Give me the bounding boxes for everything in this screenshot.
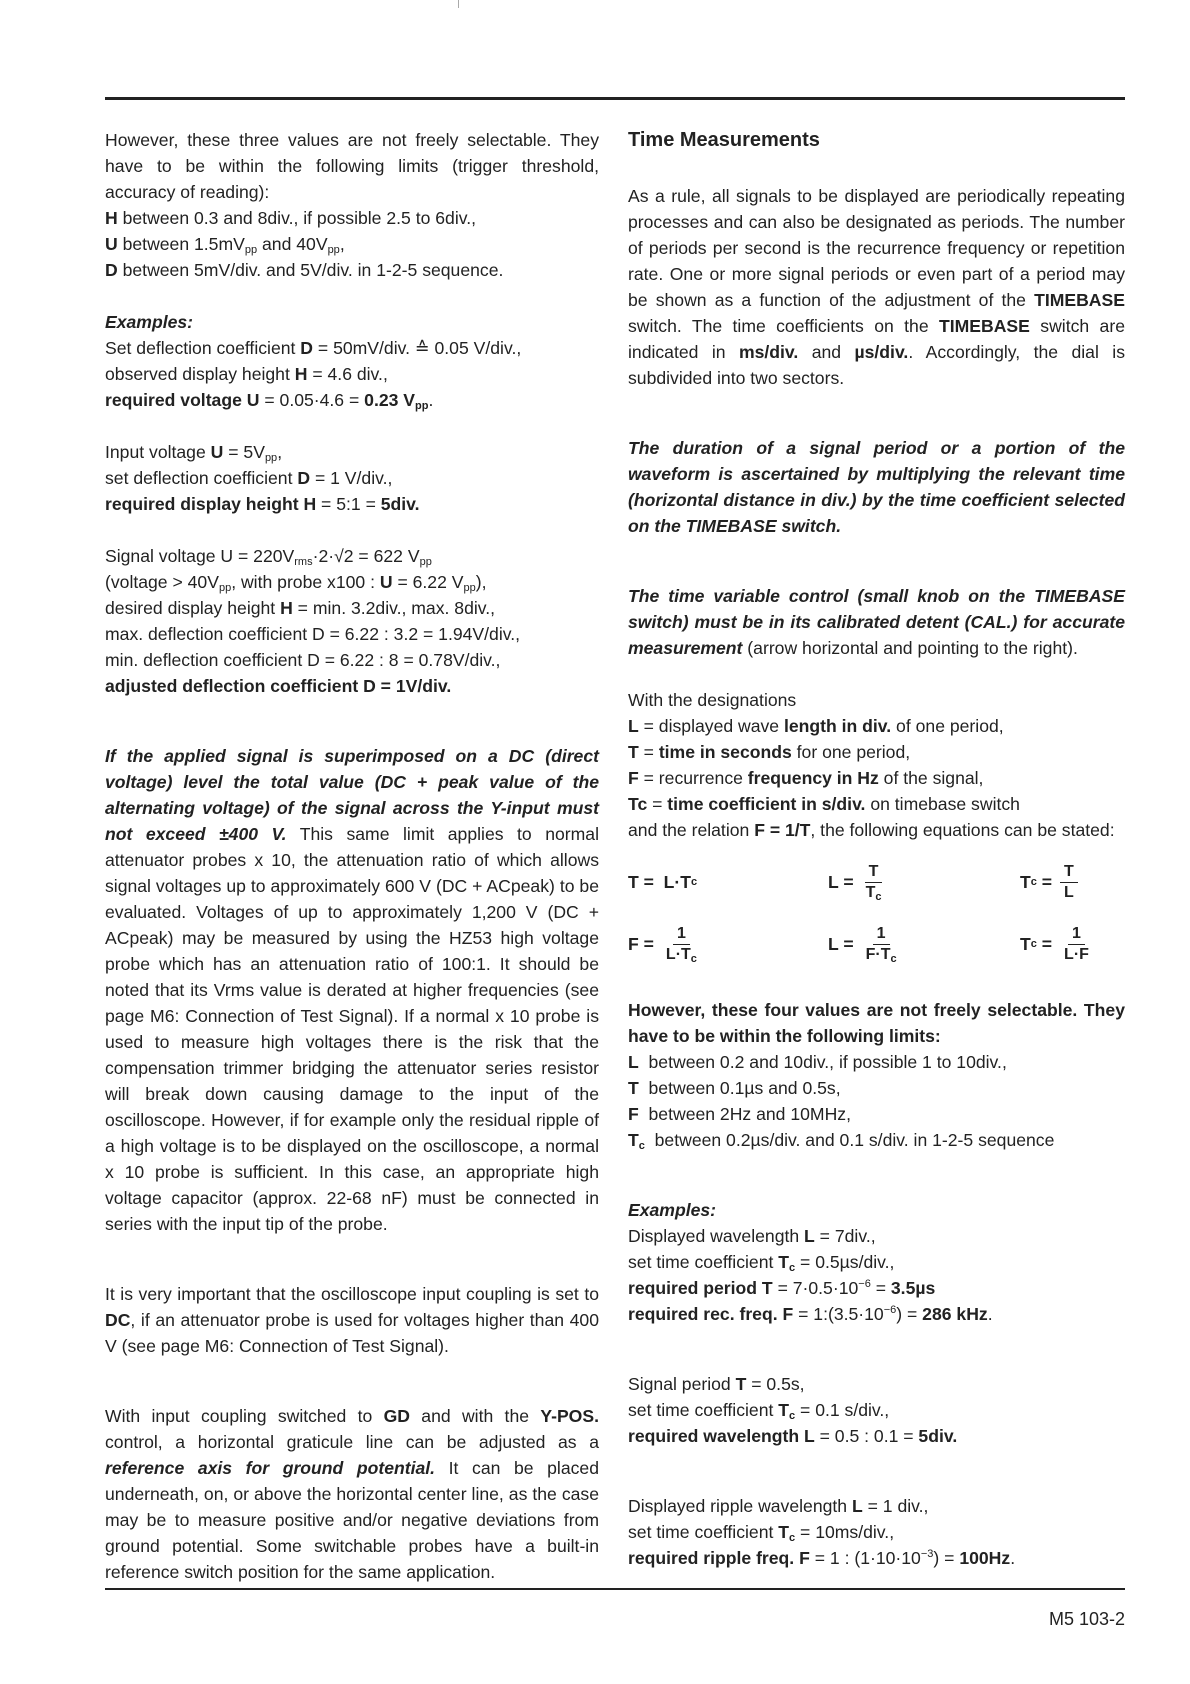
example3-line4: max. deflection coefficient D = 6.22 : 3.2 = 1.94V/div., xyxy=(105,624,520,644)
examples-heading-right: Examples: xyxy=(628,1200,717,1220)
dc-coupling-paragraph: It is very important that the oscilloscope input coupling is set to DC, if an attenuator probe is used for voltages higher than 400 V (see page M6: Connection of Test Signal). xyxy=(105,1284,599,1356)
example1-line3: required voltage U = 0.05·4.6 = 0.23 $V_{pp}$. xyxy=(105,390,434,412)
limit-f: F between 2Hz and 10MHz, xyxy=(628,1104,851,1124)
limit-l: L between 0.2 and 10div., if possible 1 to 10div., xyxy=(628,1052,1007,1072)
designation-l: L = displayed wave length in div. of one period, xyxy=(628,716,1004,736)
time-example2-line1: Signal period T = 0.5s, xyxy=(628,1374,805,1394)
right-column xyxy=(628,127,1125,1571)
example1-line1: Set deflection coefficient D = 50mV/div. ≙ 0.05 V/div., xyxy=(105,338,522,358)
periods-paragraph: As a rule, all signals to be displayed are periodically repeating processes and can also be designated as periods. The number of periods per second is the recurrence frequency or repetition rate. One or more signal periods or even part of a period may be shown as a function of the adjustment of the TIMEBASE switch. The time coefficients on the TIMEBASE switch are indicated in ms/div. and µs/div.. Accordingly, the dial is subdivided into two sectors. xyxy=(628,186,1125,388)
example3-line6: adjusted deflection coefficient D = 1V/div. xyxy=(105,676,452,696)
time-example1-line1: Displayed wavelength L = 7div., xyxy=(628,1226,876,1246)
example2-line1: Input voltage $U = 5V_{pp}$, xyxy=(105,442,283,464)
limits-heading-right: However, these four values are not freely selectable. They have to be within the following limits: xyxy=(628,1000,1125,1046)
limit-tc: $T_c$ between 0.2µs/div. and 0.1 s/div. in 1-2-5 sequence xyxy=(628,1130,1055,1152)
equation-l-1ftc: L = $\frac{1}{F\cdot T_c}$ xyxy=(828,924,897,965)
duration-paragraph: The duration of a signal period or a portion of the waveform is ascertained by multiplying the relevant time (horizontal distance in div.) by the time coefficient selected on the TIMEBASE switch. xyxy=(628,438,1125,536)
example3-line1: Signal voltage $U = 220V_{rms}\cdot 2\cdot√2 = 622$ $V_{pp}$ xyxy=(105,546,432,568)
examples-heading-left: Examples: xyxy=(105,312,194,332)
ground-paragraph: With input coupling switched to GD and with the Y-POS. control, a horizontal graticule line can be adjusted as a reference axis for ground potential. It can be placed underneath, on, or above the horizontal center line, as the case may be to measure positive and/or negative deviations from ground potential. Some switchable probes have a built-in reference switch position for the same application. xyxy=(105,1406,599,1582)
time-example1-line4: required rec. freq. $F = 1:(3.5\cdot 10^{-6}) = 286$ kHz. xyxy=(628,1304,993,1324)
time-example2-line3: required wavelength L = 0.5 : 0.1 = 5div. xyxy=(628,1426,958,1446)
designation-t: T = time in seconds for one period, xyxy=(628,742,911,762)
designation-tc: Tc = time coefficient in s/div. on timebase switch xyxy=(628,794,1020,814)
time-example3-line2: set time coefficient $T_c = 10ms/div$., xyxy=(628,1522,895,1544)
example2-line2: set deflection coefficient D = 1 V/div., xyxy=(105,468,393,488)
dc-level-paragraph: If the applied signal is superimposed on a DC (direct voltage) level the total value (DC + peak value of the alternating voltage) of the signal across the Y-input must not exceed ±400 V. This same limit applies to normal attenuator probes x 10, the attenuation ratio of which allows signal voltages up to approximately 600 V (DC + ACpeak) to be evaluated. Voltages of up to approximately 1,200 V (DC + ACpeak) may be measured by using the HZ53 high voltage probe which has an attenuation ratio of 100:1. It should be noted that its Vrms value is derated at higher frequencies (see page M6: Connection of Test Signal). If a normal x 10 probe is used to measure high voltages there is the risk that the compensation trimmer bridging the attenuator series resistor will break down causing damage to the input of the oscilloscope. However, if for example only the residual ripple of a high voltage is to be displayed on the oscilloscope, a normal x 10 probe is sufficient. In this case, an appropriate high voltage capacitor (approx. 22-68 nF) must be connected in series with the input tip of the probe. xyxy=(105,746,599,1234)
bottom-rule xyxy=(105,1588,1125,1590)
section-title: Time Measurements xyxy=(628,129,820,151)
left-column xyxy=(105,127,599,1585)
designation-f: F = recurrence frequency in Hz of the signal, xyxy=(628,768,984,788)
equation-f-1ltc: F = $\frac{1}{L\cdot T_c}$ xyxy=(628,924,697,965)
time-example1-line3: required period $T = 7\cdot 0.5\cdot 10^{-6} = 3.5\mu s$ xyxy=(628,1278,936,1298)
example3-line3: desired display height H = min. 3.2div., max. 8div., xyxy=(105,598,496,618)
equation-l-ttc: L = $\frac{T}{T_c}$ xyxy=(828,862,882,903)
example2-line3: required display height H = 5:1 = 5div. xyxy=(105,494,420,514)
limit-h: H between 0.3 and 8div., if possible 2.5 to 6div., xyxy=(105,208,477,228)
equation-row-2 xyxy=(628,913,1125,975)
variable-control-paragraph: The time variable control (small knob on the TIMEBASE switch) must be in its calibrated detent (CAL.) for accurate measurement (arrow horizontal and pointing to the right). xyxy=(628,586,1125,658)
scan-mark xyxy=(458,0,459,8)
limit-d: D between 5mV/div. and 5V/div. in 1-2-5 sequence. xyxy=(105,260,504,280)
top-rule xyxy=(105,97,1125,100)
time-example3-line3: required ripple freq. F = 1 : $(1\cdot 10\cdot 10^{-3}) = 100Hz$. xyxy=(628,1548,1016,1568)
equation-t-lt: T = L·T c xyxy=(628,872,698,892)
equation-tc-1lf: T c = $\frac{1}{L\cdot F}$ xyxy=(1020,924,1089,963)
time-example1-line2: set time coefficient $T_c = 0.5\mu s/div$., xyxy=(628,1252,895,1274)
time-example2-line2: set time coefficient $T_c = 0.1$ s/div., xyxy=(628,1400,890,1422)
limit-t: T between 0.1µs and 0.5s, xyxy=(628,1078,841,1098)
equation-row-1 xyxy=(628,851,1125,913)
equation-tc-tl: T c = $\frac{T}{L}$ xyxy=(1020,862,1078,903)
time-example3-line1: Displayed ripple wavelength L = 1 div., xyxy=(628,1496,929,1516)
relation-line: and the relation F = 1/T, the following equations can be stated: xyxy=(628,820,1115,840)
example1-line2: observed display height H = 4.6 div., xyxy=(105,364,388,384)
example3-line2: (voltage > $40V_{pp}$, with probe x100 : U = 6.22 $V_{pp}$), xyxy=(105,572,487,594)
example3-line5: min. deflection coefficient D = 6.22 : 8 = 0.78V/div., xyxy=(105,650,501,670)
designations-intro: With the designations xyxy=(628,690,797,710)
limit-u: U between $1.5mV_{pp}$ and $40V_{pp}$, xyxy=(105,234,345,256)
limits-intro: However, these three values are not freely selectable. They have to be within the following limits (trigger threshold, accuracy of reading): xyxy=(105,130,599,202)
page-number: M5 103-2 xyxy=(1048,1609,1125,1629)
